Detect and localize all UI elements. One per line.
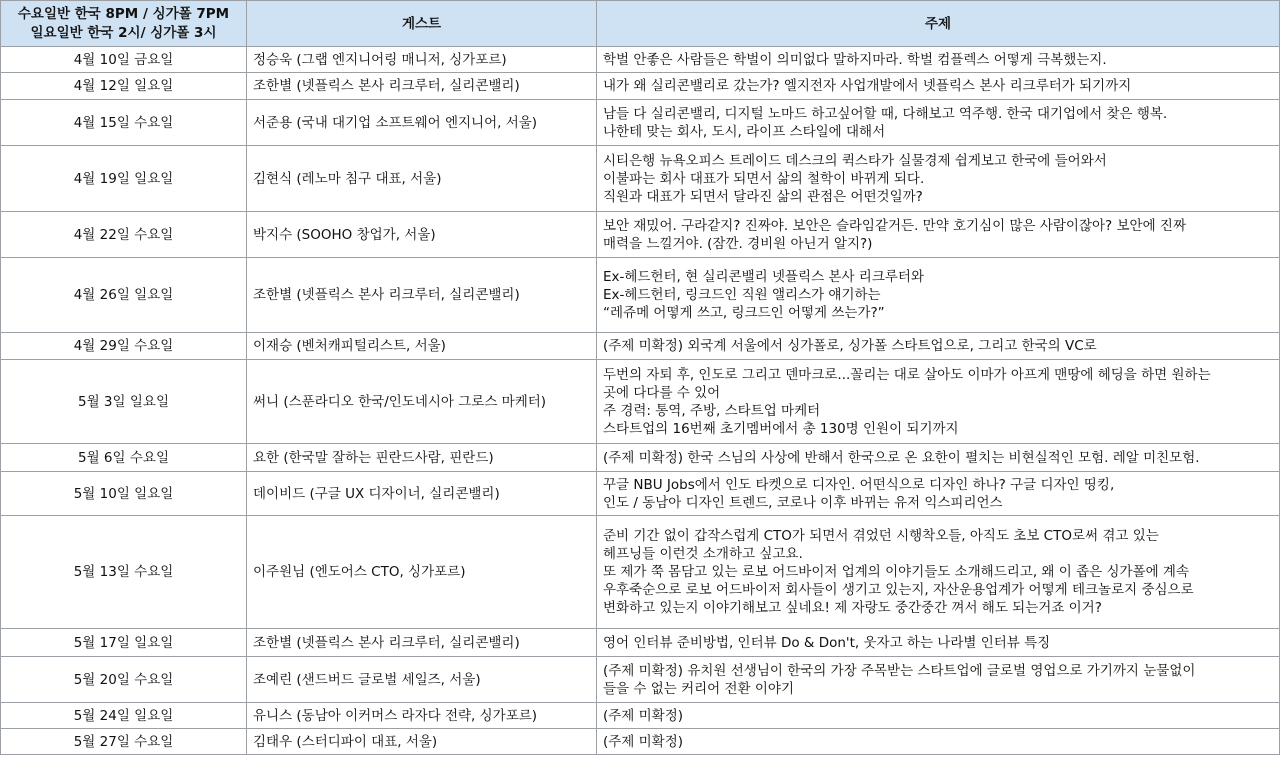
session-topic [597, 73, 1280, 100]
guest-name: 이주원님 (엔도어스 CTO, 싱가포르) [247, 516, 597, 629]
topic-line: 이불파는 회사 대표가 되면서 삶의 철학이 바뀌게 되다. [603, 170, 925, 187]
session-date: 4월 26일 일요일 [1, 258, 247, 333]
topic-line: Ex-헤드헌터, 현 실리콘밸리 넷플릭스 본사 리크루터와 [603, 269, 924, 285]
guest-name: 정승욱 (그랩 엔지니어링 매니저, 싱가포르) [247, 47, 597, 73]
topic-line: 헤프닝들 이런것 소개하고 싶고요. [603, 546, 803, 562]
topic-line: 남들 다 실리콘밸리, 디지털 노마드 하고싶어할 때, 다해보고 역주행. 한국 대기업에서 찾은 행복. [603, 105, 1168, 122]
guest-name: 요한 (한국말 잘하는 핀란드사람, 핀란드) [247, 444, 597, 472]
topic-line: 꾸글 NBU Jobs에서 인도 타켓으로 디자인. 어떤식으로 디자인 하나? 구글 디자인 띵킹, [603, 476, 1115, 493]
session-date: 5월 13일 수요일 [1, 516, 247, 629]
session-date: 5월 17일 일요일 [1, 629, 247, 657]
table-row [1, 629, 1280, 657]
session-date: 4월 19일 일요일 [1, 146, 247, 212]
guest-name: 서준용 (국내 대기업 소프트웨어 엔지니어, 서울) [247, 100, 597, 146]
topic-line: (주제 미확정) 외국계 서울에서 싱가폴로, 싱가폴 스타트업으로, 그리고 한국의 VC로 [603, 338, 1097, 354]
guest-name: 김현식 (레노마 침구 대표, 서울) [247, 146, 597, 212]
session-date: 4월 10일 금요일 [1, 47, 247, 73]
guest-name: 이재승 (벤처캐피털리스트, 서울) [247, 333, 597, 360]
session-topic [597, 146, 1280, 212]
topic-line: 준비 기간 없이 갑작스럽게 CTO가 되면서 겪었던 시행착오들, 아직도 초보 CTO로써 겪고 있는 [603, 528, 1159, 544]
table-row [1, 146, 1280, 212]
header-schedule-line2: 일요일반 한국 2시/ 싱가폴 3시 [30, 24, 217, 41]
session-topic [597, 703, 1280, 729]
table-row [1, 73, 1280, 100]
topic-line: 변화하고 있는지 이야기해보고 싶네요! 제 자랑도 중간중간 껴서 해도 되는거죠 이거? [603, 600, 1102, 616]
topic-line: 들을 수 없는 커리어 전환 이야기 [603, 680, 794, 697]
guest-name: 조예린 (샌드버드 글로벌 세일즈, 서울) [247, 657, 597, 703]
topic-line: 나한테 맞는 회사, 도시, 라이프 스타일에 대해서 [603, 123, 886, 140]
topic-line: 곳에 다다를 수 있어 [603, 384, 721, 401]
topic-line: 두번의 자퇴 후, 인도로 그리고 덴마크로...꼴리는 대로 살아도 이마가 아프게 맨땅에 헤딩을 하면 원하는 [603, 366, 1211, 383]
table-row [1, 703, 1280, 729]
session-date: 5월 20일 수요일 [1, 657, 247, 703]
topic-line: 우후죽순으로 로보 어드바이저 회사들이 생기고 있는지, 자산운용업계가 어떻게 테크놀로지 중심으로 [603, 582, 1194, 598]
session-date: 5월 24일 일요일 [1, 703, 247, 729]
guest-name: 박지수 (SOOHO 창업가, 서울) [247, 212, 597, 258]
table-row [1, 47, 1280, 73]
session-topic [597, 472, 1280, 516]
session-date: 4월 15일 수요일 [1, 100, 247, 146]
session-topic [597, 212, 1280, 258]
table-row [1, 729, 1280, 755]
session-topic [597, 100, 1280, 146]
header-schedule-line1: 수요일반 한국 8PM / 싱가폴 7PM [17, 5, 230, 22]
topic-line: “레쥬메 어떻게 쓰고, 링크드인 어떻게 쓰는가?” [603, 305, 885, 321]
topic-line: Ex-헤드헌터, 링크드인 직원 앨리스가 얘기하는 [603, 287, 881, 303]
table-row [1, 100, 1280, 146]
table-row [1, 516, 1280, 629]
topic-line: 보안 재밌어. 구라같지? 진짜야. 보안은 슬라임같거든. 만약 호기심이 많은 사람이잖아? 보안에 진짜 [603, 217, 1187, 234]
guest-name: 유니스 (동남아 이커머스 라자다 전략, 싱가포르) [247, 703, 597, 729]
topic-line: 시티은행 뉴욕오피스 트레이드 데스크의 퀵스타가 실물경제 쉽게보고 한국에 들어와서 [603, 152, 1107, 169]
session-topic [597, 629, 1280, 657]
header-row [1, 1, 1280, 47]
session-date: 4월 29일 수요일 [1, 333, 247, 360]
header-guest: 게스트 [247, 1, 597, 47]
guest-name: 조한별 (넷플릭스 본사 리크루터, 실리콘밸리) [247, 629, 597, 657]
table-row [1, 258, 1280, 333]
session-topic [597, 444, 1280, 472]
topic-line: 내가 왜 실리콘밸리로 갔는가? 엘지전자 사업개발에서 넷플릭스 본사 리크루터가 되기까지 [603, 78, 1132, 94]
topic-line: 또 제가 쭉 몸담고 있는 로보 어드바이저 업계의 이야기들도 소개해드리고, 왜 이 좁은 싱가폴에 계속 [603, 564, 1190, 580]
topic-line: 주 경력: 통역, 주방, 스타트업 마케터 [603, 402, 821, 419]
session-topic [597, 333, 1280, 360]
table-row [1, 360, 1280, 444]
topic-line: 매력을 느낄거야. (잠깐. 경비원 아닌거 알지?) [603, 235, 873, 252]
session-date: 4월 12일 일요일 [1, 73, 247, 100]
guest-name: 써니 (스푼라디오 한국/인도네시아 그로스 마케터) [247, 360, 597, 444]
session-topic [597, 657, 1280, 703]
topic-line: (주제 미확정) 한국 스님의 사상에 반해서 한국으로 온 요한이 펼치는 비현실적인 모험. 레알 미친모험. [603, 449, 1200, 466]
guest-name: 데이비드 (구글 UX 디자이너, 실리콘밸리) [247, 472, 597, 516]
session-topic [597, 516, 1280, 629]
guest-name: 조한별 (넷플릭스 본사 리크루터, 실리콘밸리) [247, 73, 597, 100]
table-row [1, 444, 1280, 472]
topic-line: 스타트업의 16번째 초기멤버에서 총 130명 인원이 되기까지 [603, 420, 959, 437]
topic-line: 인도 / 동남아 디자인 트렌드, 코로나 이후 바뀌는 유저 익스피리언스 [603, 494, 1003, 511]
topic-line: 직원과 대표가 되면서 달라진 삶의 관점은 어떤것일까? [603, 188, 923, 205]
table-row [1, 472, 1280, 516]
session-topic [597, 729, 1280, 755]
session-date: 5월 6일 수요일 [1, 444, 247, 472]
topic-line: (주제 미확정) 유치원 선생님이 한국의 가장 주목받는 스타트업에 글로벌 영업으로 가기까지 눈물없이 [603, 662, 1196, 679]
session-date: 4월 22일 수요일 [1, 212, 247, 258]
topic-line: 영어 인터뷰 준비방법, 인터뷰 Do & Don't, 웃자고 하는 나라별 인터뷰 특징 [603, 634, 1051, 651]
table-row [1, 212, 1280, 258]
session-topic [597, 360, 1280, 444]
session-date: 5월 27일 수요일 [1, 729, 247, 755]
topic-line: (주제 미확정) [603, 733, 684, 750]
topic-line: (주제 미확정) [603, 707, 684, 724]
header-schedule [1, 1, 247, 47]
session-topic [597, 47, 1280, 73]
session-date: 5월 3일 일요일 [1, 360, 247, 444]
guest-name: 김태우 (스터디파이 대표, 서울) [247, 729, 597, 755]
table-row [1, 657, 1280, 703]
table-row [1, 333, 1280, 360]
guest-name: 조한별 (넷플릭스 본사 리크루터, 실리콘밸리) [247, 258, 597, 333]
topic-line: 학벌 안좋은 사람들은 학벌이 의미없다 말하지마라. 학벌 컴플렉스 어떻게 극복했는지. [603, 51, 1107, 68]
session-date: 5월 10일 일요일 [1, 472, 247, 516]
session-topic [597, 258, 1280, 333]
header-topic: 주제 [597, 1, 1280, 47]
